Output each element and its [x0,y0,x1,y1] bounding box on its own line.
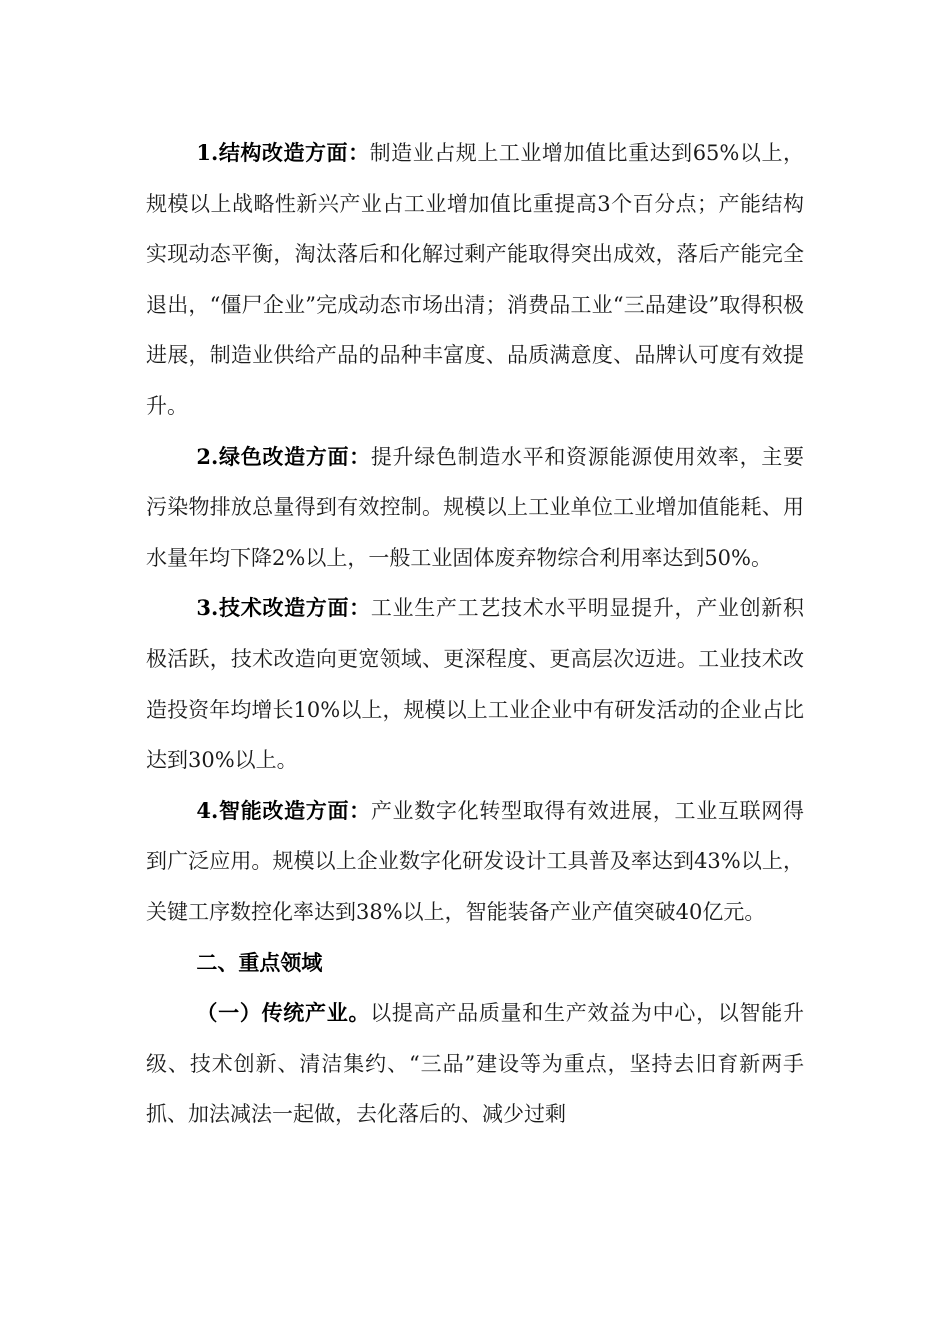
paragraph-lead: 3.技术改造方面： [196,595,371,621]
subsection-lead: （一）传统产业。 [196,1000,371,1026]
paragraph-lead: 2.绿色改造方面： [196,443,371,469]
paragraph-structure-reform [146,128,804,432]
paragraph-green-reform [146,432,804,584]
paragraph-lead: 1.结构改造方面： [196,140,370,165]
paragraph-technical-reform [146,583,804,785]
paragraph-lead: 4.智能改造方面： [196,797,371,823]
paragraph-text: 制造业占规上工业增加值比重达到65%以上，规模以上战略性新兴产业占工业增加值比重提高3个百分点；产能结构实现动态平衡，淘汰落后和化解过剩产能取得突出成效，落后产能完全退出，“僵尸企业”完成动态市场出清；消费品工业“三品建设”取得积极进展，制造业供给产品的品种丰富度、品质满意度、品牌认可度有效提升。 [146,141,804,418]
paragraph-text: 工业生产工艺技术水平明显提升，产业创新积极活跃，技术改造向更宽领域、更深程度、更高层次迈进。工业技术改造投资年均增长10%以上，规模以上工业企业中有研发活动的企业占比达到30%以上。 [146,596,804,773]
paragraph-text: 提升绿色制造水平和资源能源使用效率，主要污染物排放总量得到有效控制。规模以上工业单位工业增加值能耗、用水量年均下降2%以上，一般工业固体废弃物综合利用率达到50%。 [146,444,804,570]
document-body [146,128,804,1140]
paragraph-smart-reform [146,786,804,938]
paragraph-traditional-industry [146,988,804,1140]
subsection-text: 以提高产品质量和生产效益为中心，以智能升级、技术创新、清洁集约、“三品”建设等为重点，坚持去旧育新两手抓、加法减法一起做，去化落后的、减少过剩 [146,1001,805,1127]
section-heading: 二、重点领域 [196,949,323,975]
paragraph-text: 产业数字化转型取得有效进展，工业互联网得到广泛应用。规模以上企业数字化研发设计工具普及率达到43%以上，关键工序数控化率达到38%以上，智能装备产业产值突破40亿元。 [146,798,804,924]
